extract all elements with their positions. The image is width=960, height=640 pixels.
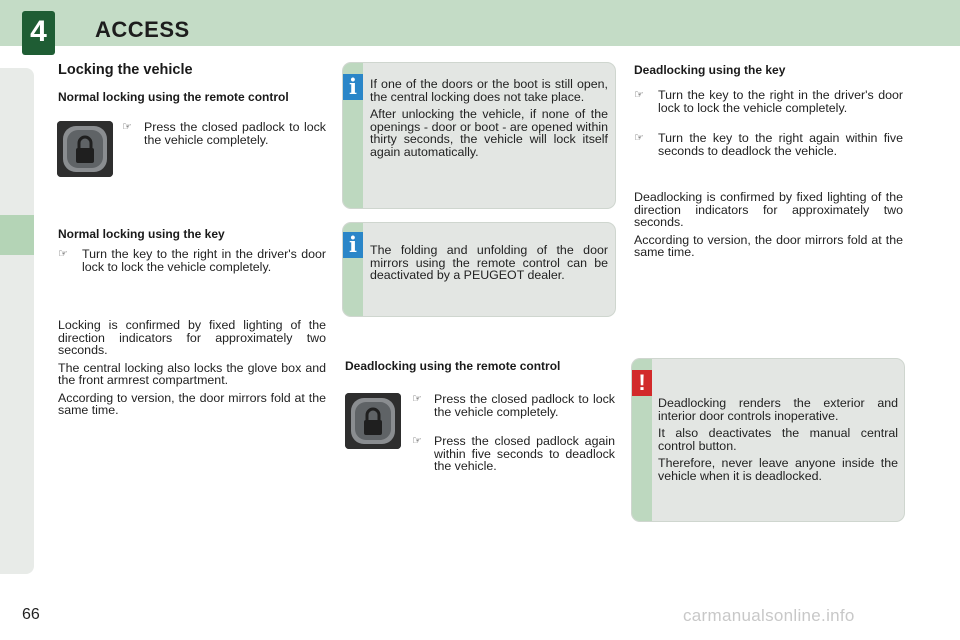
side-strip xyxy=(0,68,34,574)
key-deadlock-step2: ☞ Turn the key to the right again within five seconds to deadlock the vehicle. xyxy=(634,131,903,158)
mirrors-fold-text: According to version, the door mirrors fold at the same time. xyxy=(58,390,326,417)
info-text-auto-relock: After unlocking the vehicle, if none of the openings - door or boot - are opened within thirty seconds, the vehicle will lock itself again automatically. xyxy=(370,107,608,159)
closed-padlock-icon xyxy=(57,121,113,177)
closed-padlock-icon xyxy=(345,393,401,449)
warning-icon: ! xyxy=(632,370,652,396)
info-text-door-open: If one of the doors or the boot is still open, the central locking does not take place. xyxy=(370,77,608,104)
pointing-hand-icon: ☞ xyxy=(58,248,68,260)
remote-deadlocking-heading: Deadlocking using the remote control xyxy=(345,359,561,373)
pointing-hand-icon: ☞ xyxy=(634,132,644,144)
info-text-mirrors: The folding and unfolding of the door mirrors using the remote control can be deactivated by a PEUGEOT dealer. xyxy=(370,243,608,282)
glove-box-text: The central locking also locks the glove box and the front armrest compartment. xyxy=(58,360,326,387)
deadlocking-notes xyxy=(634,191,903,264)
deadlocking-confirmation-text: Deadlocking is confirmed by fixed lighting of the direction indicators for approximately two seconds. xyxy=(634,190,903,229)
info-box-central-locking xyxy=(343,63,615,208)
remote-key-image xyxy=(345,393,401,449)
watermark: carmanualsonline.info xyxy=(683,606,855,625)
remote-key-image xyxy=(57,121,113,177)
remote-deadlock-step2: ☞ Press the closed padlock again within five seconds to deadlock the vehicle. xyxy=(412,434,615,473)
pointing-hand-icon: ☞ xyxy=(122,121,132,133)
pointing-hand-icon: ☞ xyxy=(412,435,422,447)
warning-text-central-button: It also deactivates the manual central control button. xyxy=(658,426,898,453)
warning-box-deadlocking xyxy=(632,359,904,521)
mirrors-fold-text: According to version, the door mirrors fold at the same time. xyxy=(634,232,903,259)
warning-text-never-leave: Therefore, never leave anyone inside the vehicle when it is deadlocked. xyxy=(658,456,898,483)
page-number: 66 xyxy=(22,606,40,623)
info-icon: i xyxy=(343,232,363,258)
key-locking-heading: Normal locking using the key xyxy=(58,227,225,241)
warning-text-controls: Deadlocking renders the exterior and interior door controls inoperative. xyxy=(658,396,898,423)
remote-deadlock-step1: ☞ Press the closed padlock to lock the vehicle completely. xyxy=(412,392,615,419)
pointing-hand-icon: ☞ xyxy=(412,393,422,405)
remote-locking-heading: Normal locking using the remote control xyxy=(58,90,289,104)
key-deadlock-step1: ☞ Turn the key to the right in the driver's door lock to lock the vehicle completely. xyxy=(634,88,903,115)
chapter-tab-marker xyxy=(0,215,34,255)
locking-confirmation-text: Locking is confirmed by fixed lighting of the direction indicators for approximately two seconds. xyxy=(58,318,326,357)
pointing-hand-icon: ☞ xyxy=(634,89,644,101)
chapter-title: ACCESS xyxy=(95,17,190,42)
info-box-mirrors xyxy=(343,223,615,316)
section-title: Locking the vehicle xyxy=(58,62,193,78)
chapter-number: 4 xyxy=(22,11,55,55)
key-lock-instruction: ☞ Turn the key to the right in the driver's door lock to lock the vehicle completely. xyxy=(58,247,326,274)
locking-notes xyxy=(58,319,326,422)
info-icon: i xyxy=(343,74,363,100)
key-deadlocking-heading: Deadlocking using the key xyxy=(634,63,786,77)
remote-lock-instruction: ☞ Press the closed padlock to lock the vehicle completely. xyxy=(122,120,326,147)
